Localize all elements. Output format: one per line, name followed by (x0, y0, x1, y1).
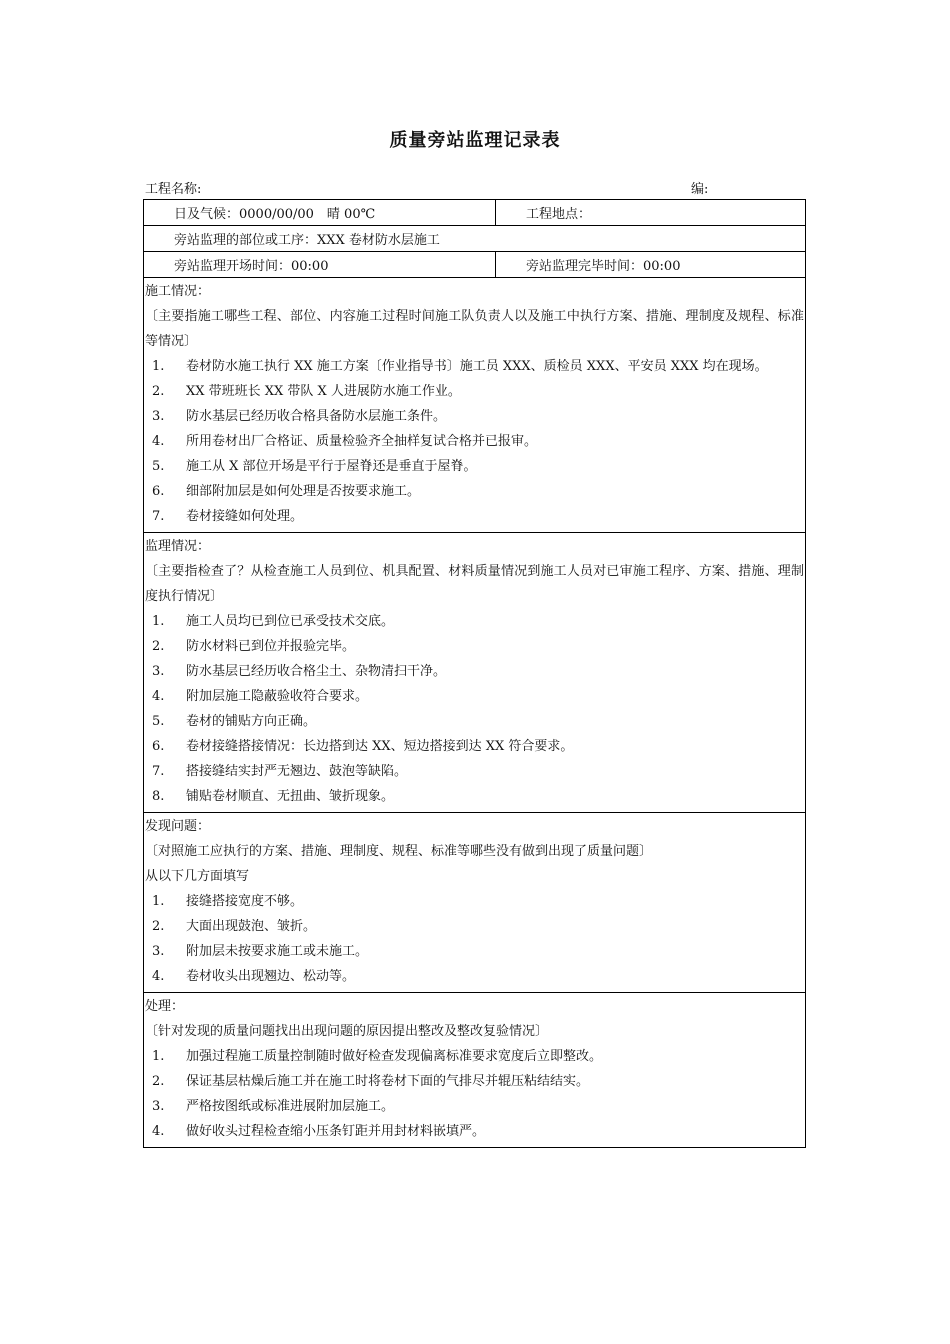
problems-section (144, 813, 805, 993)
start-time-cell: 旁站监理开场时间：00:00 (144, 252, 496, 277)
list-item (144, 889, 805, 914)
list-item (144, 1069, 805, 1094)
item-number: 1. (152, 894, 165, 909)
item-number: 2. (152, 919, 165, 934)
item-text: 附加层施工隐蔽验收符合要求。 (186, 689, 369, 704)
item-text: 接缝搭接宽度不够。 (186, 894, 304, 909)
item-number: 5. (152, 459, 165, 474)
item-text: 施工从 X 部位开场是平行于屋脊还是垂直于屋脊。 (186, 459, 477, 474)
item-text: 细部附加层是如何处理是否按要求施工。 (186, 484, 421, 499)
list-item (144, 759, 805, 784)
supervision-section (144, 533, 805, 813)
list-item (144, 634, 805, 659)
section-description: 〔主要指检查了？从检查施工人员到位、机具配置、材料质量情况到施工人员对已审施工程序、方案、措施、理制度执行情况〕 (145, 564, 804, 604)
handling-section (144, 993, 805, 1147)
list-item (144, 479, 805, 504)
item-text: 卷材接缝搭接情况：长边搭到达 XX、短边搭接到达 XX 符合要求。 (186, 739, 574, 754)
section-title: 施工情况： (145, 284, 211, 299)
project-name-label: 工程名称: (145, 182, 202, 197)
item-number: 1. (152, 359, 165, 374)
item-text: 施工人员均已到位已承受技术交底。 (186, 614, 395, 629)
list-item (144, 734, 805, 759)
item-text: 附加层未按要求施工或未施工。 (186, 944, 369, 959)
item-number: 2. (152, 1074, 165, 1089)
construction-section (144, 278, 805, 533)
item-text: 做好收头过程检查缩小压条钉距并用封材料嵌填严。 (186, 1124, 486, 1139)
list-item (144, 354, 805, 379)
section-description: 〔主要指施工哪些工程、部位、内容施工过程时间施工队负责人以及施工中执行方案、措施、理制度及规程、标准等情况〕 (145, 309, 804, 349)
item-text: XX 带班班长 XX 带队 X 人进展防水施工作业。 (186, 384, 461, 399)
list-item (144, 379, 805, 404)
handling-list (144, 1044, 805, 1144)
item-number: 6. (152, 739, 165, 754)
part-process-cell: 旁站监理的部位或工序：XXX 卷材防水层施工 (174, 233, 440, 248)
item-number: 5. (152, 714, 165, 729)
list-item (144, 454, 805, 479)
problems-list (144, 889, 805, 989)
section-description: 〔对照施工应执行的方案、措施、理制度、规程、标准等哪些没有做到出现了质量问题〕 (145, 844, 653, 859)
record-table (143, 199, 806, 1148)
item-number: 8. (152, 789, 165, 804)
item-number: 4. (152, 1124, 165, 1139)
list-item (144, 1119, 805, 1144)
item-text: 保证基层枯燥后施工并在施工时将卷材下面的气排尽并辊压粘结结实。 (186, 1074, 590, 1089)
item-text: 严格按图纸或标准进展附加层施工。 (186, 1099, 395, 1114)
item-number: 2. (152, 384, 165, 399)
list-item (144, 709, 805, 734)
item-text: 防水基层已经历收合格尘土、杂物清扫干净。 (186, 664, 447, 679)
item-number: 7. (152, 764, 165, 779)
list-item (144, 684, 805, 709)
item-text: 所用卷材出厂合格证、质量检验齐全抽样复试合格并已报审。 (186, 434, 538, 449)
item-text: 卷材收头出现翘边、松动等。 (186, 969, 356, 984)
info-row-2 (144, 226, 805, 252)
item-text: 大面出现鼓泡、皱折。 (186, 919, 317, 934)
item-number: 3. (152, 664, 165, 679)
item-number: 6. (152, 484, 165, 499)
item-number: 1. (152, 614, 165, 629)
info-row-1 (144, 200, 805, 226)
item-text: 搭接缝结实封严无翘边、鼓泡等缺陷。 (186, 764, 408, 779)
list-item (144, 914, 805, 939)
date-weather-cell: 日及气候：0000/00/00 晴 00℃ (144, 200, 496, 225)
section-title: 处理： (145, 999, 185, 1014)
list-item (144, 609, 805, 634)
list-item (144, 429, 805, 454)
item-number: 4. (152, 969, 165, 984)
info-row-3 (144, 252, 805, 278)
item-number: 2. (152, 639, 165, 654)
supervision-list (144, 609, 805, 809)
item-number: 3. (152, 944, 165, 959)
list-item (144, 784, 805, 809)
number-label: 编: (691, 182, 709, 197)
section-title: 发现问题： (145, 819, 211, 834)
item-text: 铺贴卷材顺直、无扭曲、皱折现象。 (186, 789, 395, 804)
item-text: 卷材的铺贴方向正确。 (186, 714, 317, 729)
location-cell: 工程地点： (526, 207, 592, 222)
item-number: 7. (152, 509, 165, 524)
item-text: 加强过程施工质量控制随时做好检查发现偏离标准要求宽度后立即整改。 (186, 1049, 603, 1064)
item-text: 防水材料已到位并报验完毕。 (186, 639, 356, 654)
list-item (144, 659, 805, 684)
list-item (144, 1094, 805, 1119)
page-title: 质量旁站监理记录表 (389, 130, 561, 151)
item-number: 1. (152, 1049, 165, 1064)
section-description: 〔针对发现的质量问题找出出现问题的原因提出整改及整改复验情况〕 (145, 1024, 549, 1039)
list-item (144, 964, 805, 989)
item-text: 卷材接缝如何处理。 (186, 509, 304, 524)
list-item (144, 1044, 805, 1069)
list-item (144, 504, 805, 529)
construction-list (144, 354, 805, 529)
item-number: 3. (152, 409, 165, 424)
item-text: 卷材防水施工执行 XX 施工方案〔作业指导书〕施工员 XXX、质检员 XXX、平安员 XXX 均在现场。 (186, 359, 768, 374)
item-number: 4. (152, 434, 165, 449)
list-item (144, 939, 805, 964)
item-text: 防水基层已经历收合格具备防水层施工条件。 (186, 409, 447, 424)
item-number: 4. (152, 689, 165, 704)
section-title: 监理情况： (145, 539, 211, 554)
item-number: 3. (152, 1099, 165, 1114)
list-item (144, 404, 805, 429)
end-time-cell: 旁站监理完毕时间：00:00 (526, 259, 681, 274)
section-note: 从以下几方面填写 (145, 869, 250, 884)
